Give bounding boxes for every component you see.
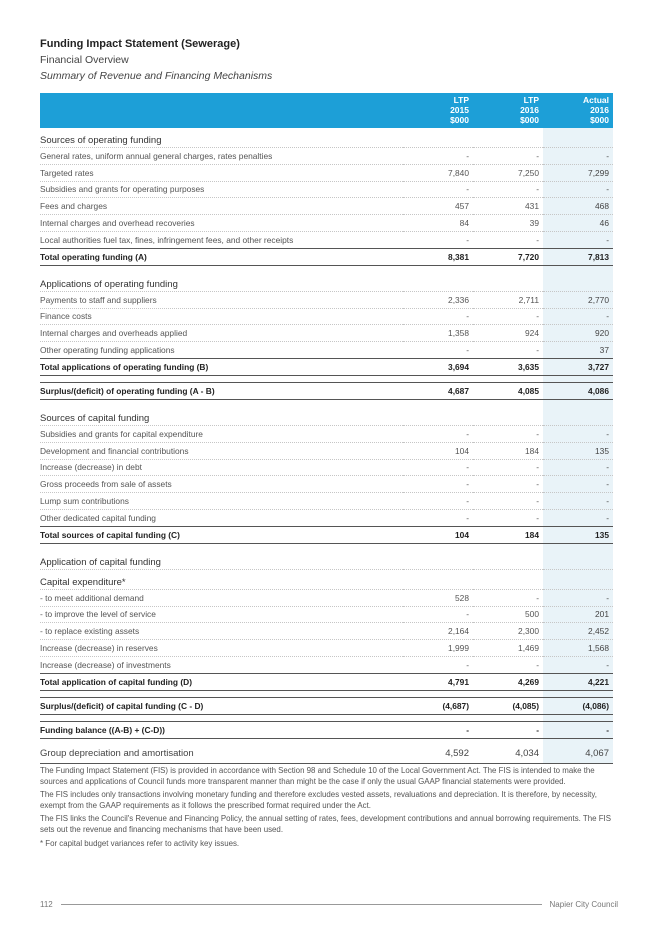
notes-section	[40, 766, 618, 852]
spacer-cell	[543, 375, 613, 382]
section-heading-row	[40, 550, 613, 570]
section-subtitle-italic: Summary of Revenue and Financing Mechanisms	[40, 70, 273, 82]
spacer-cell	[403, 690, 473, 697]
row-label: Sources of operating funding	[40, 128, 403, 148]
cell-ltp-2016: 500	[473, 606, 543, 623]
table-row	[40, 640, 613, 657]
table-header	[40, 93, 613, 128]
cell-ltp-2016: -	[473, 493, 543, 510]
row-label: Sources of capital funding	[40, 406, 403, 426]
cell-actual-2016	[543, 406, 613, 426]
cell-actual-2016: -	[543, 148, 613, 165]
row-label: Group depreciation and amortisation	[40, 745, 403, 764]
spacer-cell	[543, 714, 613, 721]
row-label: Subsidies and grants for capital expenditure	[40, 425, 403, 442]
row-label: Increase (decrease) in reserves	[40, 640, 403, 657]
note-footnote: * For capital budget variances refer to activity key issues.	[40, 838, 240, 848]
row-label: Total application of capital funding (D)	[40, 673, 403, 690]
section-heading-row	[40, 272, 613, 292]
total-row	[40, 358, 613, 375]
cell-ltp-2015	[403, 128, 473, 148]
cell-actual-2016: 37	[543, 342, 613, 359]
cell-ltp-2015: -	[403, 181, 473, 198]
row-label: - to meet additional demand	[40, 589, 403, 606]
cell-actual-2016: 7,813	[543, 248, 613, 265]
spacer-row	[40, 714, 613, 721]
spacer-cell	[40, 714, 403, 721]
cell-ltp-2016: 184	[473, 526, 543, 543]
cell-actual-2016: 3,727	[543, 358, 613, 375]
spacer-cell	[40, 375, 403, 382]
table-row	[40, 606, 613, 623]
row-label: Application of capital funding	[40, 550, 403, 570]
table-row	[40, 476, 613, 493]
row-label: Increase (decrease) in debt	[40, 459, 403, 476]
cell-ltp-2015: 84	[403, 215, 473, 232]
cell-ltp-2015: -	[403, 231, 473, 248]
cell-actual-2016: -	[543, 425, 613, 442]
funding-impact-table	[40, 93, 613, 764]
row-label: Finance costs	[40, 308, 403, 325]
cell-ltp-2016: -	[473, 308, 543, 325]
cell-ltp-2016: 4,034	[473, 745, 543, 764]
cell-actual-2016: 468	[543, 198, 613, 215]
cell-actual-2016: 4,086	[543, 382, 613, 399]
table-body	[40, 128, 613, 763]
column-header-line: 2016	[590, 105, 609, 115]
cell-ltp-2015	[403, 569, 473, 589]
cell-ltp-2015: 3,694	[403, 358, 473, 375]
cell-ltp-2015: -	[403, 342, 473, 359]
section-heading-row	[40, 406, 613, 426]
cell-ltp-2015: 4,687	[403, 382, 473, 399]
table-row	[40, 623, 613, 640]
cell-ltp-2016: 2,711	[473, 291, 543, 308]
table-row	[40, 291, 613, 308]
cell-actual-2016: 201	[543, 606, 613, 623]
spacer-cell	[473, 690, 543, 697]
cell-actual-2016	[543, 128, 613, 148]
row-label: Total operating funding (A)	[40, 248, 403, 265]
cell-actual-2016: 2,770	[543, 291, 613, 308]
row-label: Funding balance ((A-B) + (C-D))	[40, 721, 403, 738]
spacer-cell	[403, 714, 473, 721]
total-row	[40, 248, 613, 265]
column-header-line: Actual	[583, 95, 609, 105]
spacer-cell	[403, 375, 473, 382]
cell-ltp-2016: -	[473, 231, 543, 248]
table-row	[40, 198, 613, 215]
cell-ltp-2015: 2,336	[403, 291, 473, 308]
cell-actual-2016	[543, 550, 613, 570]
cell-ltp-2015: 104	[403, 442, 473, 459]
cell-ltp-2016: 7,720	[473, 248, 543, 265]
cell-ltp-2016: 4,085	[473, 382, 543, 399]
cell-ltp-2015: -	[403, 148, 473, 165]
row-label: Surplus/(deficit) of operating funding (A - B)	[40, 382, 403, 399]
cell-ltp-2015: 1,999	[403, 640, 473, 657]
row-label: Development and financial contributions	[40, 442, 403, 459]
spacer-cell	[473, 375, 543, 382]
cell-ltp-2015: -	[403, 656, 473, 673]
table-row	[40, 181, 613, 198]
cell-ltp-2016: 2,300	[473, 623, 543, 640]
row-label: Other operating funding applications	[40, 342, 403, 359]
cell-ltp-2016: 431	[473, 198, 543, 215]
cell-actual-2016: 1,568	[543, 640, 613, 657]
cell-ltp-2015: 8,381	[403, 248, 473, 265]
total-row	[40, 721, 613, 738]
cell-ltp-2015: 4,791	[403, 673, 473, 690]
cell-actual-2016: -	[543, 476, 613, 493]
cell-ltp-2016: 3,635	[473, 358, 543, 375]
cell-ltp-2015	[403, 550, 473, 570]
cell-ltp-2015: 457	[403, 198, 473, 215]
row-label: Other dedicated capital funding	[40, 509, 403, 526]
note-paragraph: The FIS links the Council's Revenue and Financing Policy, the annual setting of rates, fees, development contributions and annual borrowing requirements. The FIS sets out the revenue and financing mechanisms that have been used.	[40, 814, 611, 834]
spacer-cell	[473, 714, 543, 721]
cell-actual-2016: 2,452	[543, 623, 613, 640]
cell-ltp-2016: 1,469	[473, 640, 543, 657]
cell-actual-2016: -	[543, 509, 613, 526]
cell-ltp-2016	[473, 128, 543, 148]
cell-ltp-2016	[473, 406, 543, 426]
cell-ltp-2015	[403, 272, 473, 292]
cell-ltp-2015: -	[403, 606, 473, 623]
cell-ltp-2016: 184	[473, 442, 543, 459]
cell-ltp-2015: 528	[403, 589, 473, 606]
total-row	[40, 697, 613, 714]
cell-actual-2016: -	[543, 308, 613, 325]
cell-actual-2016: 46	[543, 215, 613, 232]
page-header	[40, 38, 620, 82]
spacer-cell	[543, 690, 613, 697]
section-heading-row	[40, 569, 613, 589]
cell-ltp-2015: -	[403, 459, 473, 476]
column-header-ltp-2015	[403, 93, 473, 128]
cell-ltp-2016: -	[473, 148, 543, 165]
section-heading-row	[40, 128, 613, 148]
cell-actual-2016: -	[543, 459, 613, 476]
table-row	[40, 459, 613, 476]
cell-actual-2016: -	[543, 656, 613, 673]
row-label: Local authorities fuel tax, fines, infringement fees, and other receipts	[40, 231, 403, 248]
header-label-cell	[40, 93, 403, 128]
note-paragraph: The Funding Impact Statement (FIS) is provided in accordance with Section 98 and Schedule 10 of the Local Government Act. The FIS is intended to make the sources and applications of Council funds more transparent manner than might be the case if only the usual GAAP financial statements were provided.	[40, 766, 595, 786]
column-header-line: LTP	[523, 95, 539, 105]
column-header-line: 2016	[520, 105, 539, 115]
table-row	[40, 442, 613, 459]
total-row	[40, 673, 613, 690]
cell-ltp-2016: -	[473, 721, 543, 738]
column-header-line: $000	[520, 115, 539, 125]
organisation-name: Napier City Council	[549, 900, 618, 909]
cell-ltp-2015: 7,840	[403, 164, 473, 181]
cell-actual-2016: (4,086)	[543, 697, 613, 714]
row-label: - to improve the level of service	[40, 606, 403, 623]
total-row	[40, 526, 613, 543]
cell-ltp-2016: (4,085)	[473, 697, 543, 714]
cell-actual-2016: 4,067	[543, 745, 613, 764]
cell-ltp-2016	[473, 569, 543, 589]
cell-ltp-2015: -	[403, 493, 473, 510]
cell-ltp-2016: -	[473, 342, 543, 359]
cell-ltp-2015: 104	[403, 526, 473, 543]
cell-ltp-2016: 39	[473, 215, 543, 232]
section-subtitle: Financial Overview	[40, 54, 129, 66]
table-row	[40, 589, 613, 606]
cell-ltp-2016: -	[473, 509, 543, 526]
row-label: Total sources of capital funding (C)	[40, 526, 403, 543]
cell-actual-2016: 4,221	[543, 673, 613, 690]
footer-rule	[61, 904, 542, 905]
cell-actual-2016: 920	[543, 325, 613, 342]
column-header-actual-2016	[543, 93, 613, 128]
spacer-row	[40, 375, 613, 382]
cell-ltp-2016: -	[473, 425, 543, 442]
row-label: Internal charges and overhead recoveries	[40, 215, 403, 232]
cell-actual-2016: -	[543, 493, 613, 510]
cell-actual-2016: -	[543, 589, 613, 606]
cell-ltp-2015: -	[403, 509, 473, 526]
column-header-line: 2015	[450, 105, 469, 115]
row-label: Internal charges and overheads applied	[40, 325, 403, 342]
cell-actual-2016	[543, 569, 613, 589]
cell-actual-2016: 7,299	[543, 164, 613, 181]
funding-impact-table-wrapper	[40, 93, 613, 764]
depreciation-row	[40, 745, 613, 764]
cell-ltp-2016: -	[473, 476, 543, 493]
column-header-line: LTP	[453, 95, 469, 105]
spacer-row	[40, 690, 613, 697]
row-label: Fees and charges	[40, 198, 403, 215]
column-header-ltp-2016	[473, 93, 543, 128]
cell-ltp-2015: (4,687)	[403, 697, 473, 714]
row-label: Lump sum contributions	[40, 493, 403, 510]
page-number: 112	[40, 900, 53, 909]
table-row	[40, 342, 613, 359]
table-row	[40, 425, 613, 442]
table-row	[40, 656, 613, 673]
cell-ltp-2015	[403, 406, 473, 426]
page-title: Funding Impact Statement (Sewerage)	[40, 38, 240, 50]
cell-ltp-2015: -	[403, 721, 473, 738]
cell-ltp-2016: -	[473, 459, 543, 476]
row-label: - to replace existing assets	[40, 623, 403, 640]
cell-ltp-2015: -	[403, 308, 473, 325]
cell-ltp-2016: -	[473, 589, 543, 606]
table-row	[40, 308, 613, 325]
cell-ltp-2016: 7,250	[473, 164, 543, 181]
row-label: Surplus/(deficit) of capital funding (C - D)	[40, 697, 403, 714]
cell-ltp-2015: -	[403, 425, 473, 442]
row-label: Subsidies and grants for operating purposes	[40, 181, 403, 198]
row-label: Targeted rates	[40, 164, 403, 181]
row-label: Payments to staff and suppliers	[40, 291, 403, 308]
cell-ltp-2016: -	[473, 181, 543, 198]
cell-actual-2016: 135	[543, 442, 613, 459]
cell-ltp-2015: 2,164	[403, 623, 473, 640]
table-row	[40, 164, 613, 181]
row-label: Total applications of operating funding (B)	[40, 358, 403, 375]
column-header-line: $000	[450, 115, 469, 125]
cell-ltp-2016: -	[473, 656, 543, 673]
page-footer	[40, 900, 618, 909]
cell-actual-2016: -	[543, 231, 613, 248]
cell-ltp-2015: 4,592	[403, 745, 473, 764]
cell-actual-2016: 135	[543, 526, 613, 543]
row-label: Gross proceeds from sale of assets	[40, 476, 403, 493]
cell-ltp-2016	[473, 272, 543, 292]
total-row	[40, 382, 613, 399]
row-label: Applications of operating funding	[40, 272, 403, 292]
note-paragraph: The FIS includes only transactions involving monetary funding and therefore excludes vested assets, revaluations and depreciation. It is therefore, by necessity, exempt from the GAAP requirements as it follows the prescribed format required under the Act.	[40, 790, 597, 810]
column-header-line: $000	[590, 115, 609, 125]
table-row	[40, 148, 613, 165]
cell-actual-2016: -	[543, 721, 613, 738]
table-row	[40, 493, 613, 510]
cell-ltp-2015: 1,358	[403, 325, 473, 342]
table-row	[40, 325, 613, 342]
cell-ltp-2016	[473, 550, 543, 570]
table-row	[40, 231, 613, 248]
cell-ltp-2016: 924	[473, 325, 543, 342]
cell-actual-2016	[543, 272, 613, 292]
cell-actual-2016: -	[543, 181, 613, 198]
spacer-cell	[40, 690, 403, 697]
table-row	[40, 509, 613, 526]
row-label: General rates, uniform annual general charges, rates penalties	[40, 148, 403, 165]
row-label: Capital expenditure*	[40, 569, 403, 589]
cell-ltp-2016: 4,269	[473, 673, 543, 690]
cell-ltp-2015: -	[403, 476, 473, 493]
row-label: Increase (decrease) of investments	[40, 656, 403, 673]
table-row	[40, 215, 613, 232]
